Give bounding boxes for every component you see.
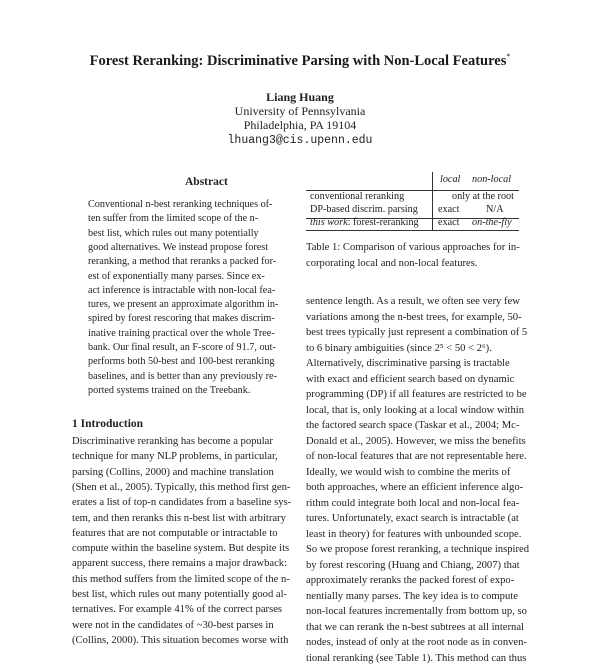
text-line: est of exponentially many parses. Since ex- (88, 270, 265, 282)
text-line: nentially many parses. The key idea is to compute (306, 590, 518, 602)
table-vertical-rule (432, 172, 433, 230)
text-line: the factored search space (Taskar et al., 2004; Mc- (306, 420, 520, 431)
text-line: bank. Our final result, an F-score of 91.7, out- (88, 342, 276, 353)
text-line: apparent success, there remains a major drawback: (72, 558, 288, 570)
text-line: tem, and then reranks this n-best list with arbitrary (72, 512, 286, 524)
caption-line: corporating local and non-local features. (306, 258, 478, 269)
title-text: Forest Reranking: Discriminative Parsing with Non-Local Features (89, 52, 507, 69)
text-line: this method suffers from the limited scope of the n- (72, 573, 290, 585)
text-line: rithm could integrate both local and non-local fea- (306, 497, 520, 509)
text-line: erates a list of top-n candidates from a baseline sys- (72, 497, 292, 509)
text-line: inative training practical over the whole Tree- (88, 327, 275, 339)
paper-title (0, 52, 600, 70)
text-line: to 6 binary ambiguities (since 2⁵ < 50 < 2⁶). (306, 342, 492, 354)
text-line: were not in the candidates of ~30-best parses in (72, 619, 274, 631)
text-line: good alternatives. We instead propose forest (88, 241, 269, 253)
text-line: variations among the n-best trees, for example, 50- (306, 311, 522, 323)
table-cell-nonlocal: N/A (486, 204, 504, 215)
section-heading-introduction: 1 Introduction (72, 418, 144, 430)
text-line: ported systems trained on the Treebank. (88, 384, 251, 396)
text-line: So we propose forest reranking, a technique inspired (306, 544, 529, 555)
text-line: least in theory) for features with unbounded scope. (306, 528, 522, 540)
text-line: features that are not computable or intractable to (72, 527, 278, 539)
text-line: Discriminative reranking has become a popular (72, 436, 273, 447)
text-line: (Collins, 2000). This situation becomes worse with (72, 634, 289, 646)
caption-line: Table 1: Comparison of various approaches for in- (306, 242, 520, 253)
text-line: local, that is, only looking at a local window within (306, 404, 525, 416)
text-line: baselines, and is better than any previously re- (88, 370, 277, 382)
text-line: that we can rerank the n-best subtrees at all internal (306, 621, 524, 633)
table-row-method: conventional reranking (310, 191, 405, 202)
text-line: tional reranking (see Table 1). This method can thus (306, 652, 527, 664)
text-line: Alternatively, discriminative parsing is tractable (306, 358, 510, 369)
text-line: Conventional n-best reranking techniques of- (88, 199, 273, 210)
abstract-heading: Abstract (185, 176, 228, 188)
text-line: best list, which rules out many potentially (88, 227, 259, 239)
author-affiliation: University of Pennsylvania (234, 104, 366, 118)
text-line: best trees typically just represent a combination of 5 (306, 327, 528, 338)
text-line: nodes, instead of only at the root node as in conven- (306, 637, 527, 648)
text-line: ternatives. For example 41% of the correct parses (72, 604, 283, 616)
table-row-method: DP-based discrim. parsing (310, 204, 418, 215)
text-line: technique for many NLP problems, in particular, (72, 451, 278, 463)
text-line: non-local features incrementally from bottom up, so (306, 606, 527, 617)
author-email: lhuang3@cis.upenn.edu (227, 134, 373, 147)
table-cell-span: only at the root (452, 191, 514, 202)
text-line: ten suffer from the limited scope of the n- (88, 213, 259, 225)
text-line: act inference is intractable with non-local fea- (88, 284, 276, 296)
text-line: spired by forest rescoring that makes discrim- (88, 313, 275, 325)
text-line: Donald et al., 2005). However, we miss the benefits (306, 435, 526, 447)
author-location: Philadelphia, PA 19104 (243, 118, 357, 132)
text-line: sentence length. As a result, we often see very few (306, 296, 520, 307)
text-line: both approaches, where an efficient inference algo- (306, 482, 524, 493)
text-line: tures, we present an approximate algorithm in- (88, 299, 279, 311)
table-cell-local: exact (438, 217, 460, 228)
text-line: tures. Unfortunately, exact search is intractable (at (306, 513, 519, 524)
table-cell-nonlocal: on-the-fly (472, 217, 512, 228)
text-line: compute within the baseline system. But despite its (72, 543, 290, 555)
author-name: Liang Huang (266, 90, 334, 104)
table-rule-bottom (306, 230, 519, 231)
text-line: (Shen et al., 2005). Typically, this method first gen- (72, 481, 291, 493)
text-line: reranking, a method that reranks a packed for- (88, 256, 277, 268)
text-line: parsing (Collins, 2000) and machine translation (72, 466, 274, 478)
text-line: programming (DP) if all features are restricted to be (306, 389, 527, 400)
table-caption (306, 240, 531, 272)
text-line: best list, which rules out many potentially good al- (72, 589, 288, 600)
text-line: approximately reranks the packed forest of expo- (306, 575, 515, 586)
text-line: with exact and efficient search based on dynamic (306, 373, 515, 385)
text-line: performs both 50-best and 100-best reranking (88, 356, 275, 368)
table-row-method: this work: forest-reranking (310, 217, 419, 228)
table-header-nonlocal: non-local (472, 174, 512, 185)
title-footnote-mark: * (506, 52, 511, 61)
text-line: Ideally, we would wish to combine the merits of (306, 466, 511, 478)
text-line: of non-local features that are not representable here. (306, 451, 527, 462)
text-line: by forest rescoring (Huang and Chiang, 2007) that (306, 559, 520, 571)
table-cell-local: exact (438, 204, 460, 215)
table-header-local: local (440, 174, 461, 185)
